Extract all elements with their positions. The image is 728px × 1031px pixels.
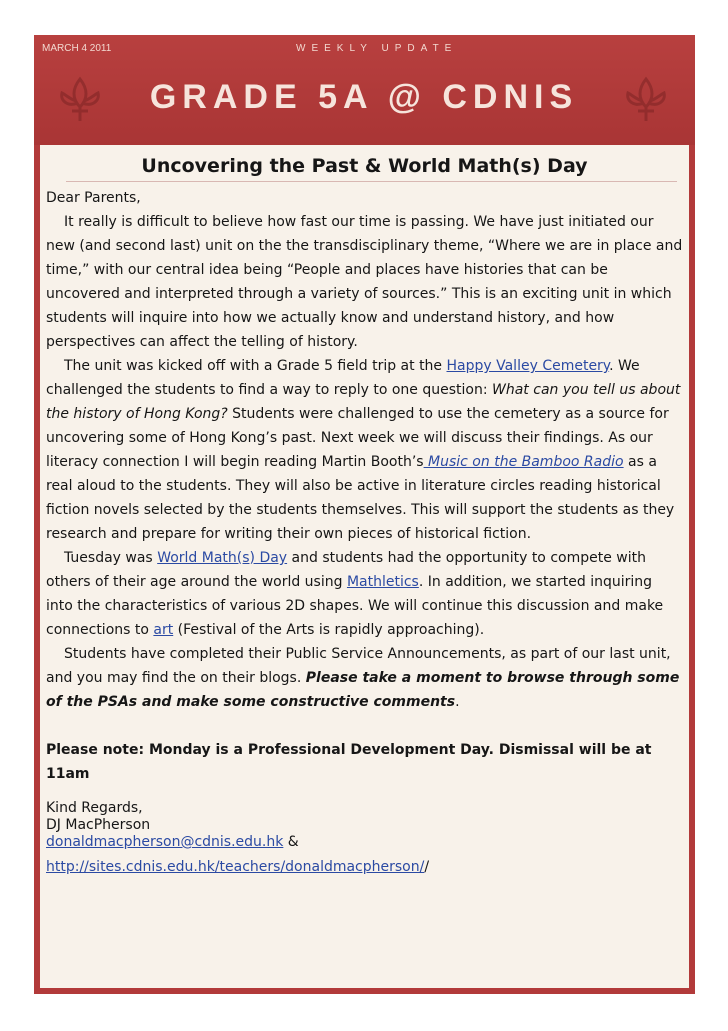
newsletter-body — [40, 145, 689, 988]
ampersand: & — [283, 834, 299, 850]
website-link[interactable]: http://sites.cdnis.edu.hk/teachers/donaldmacpherson/ — [46, 859, 425, 875]
paragraph-intro: It really is difficult to believe how fast our time is passing. We have just initiated our new (and second last) unit on the the transdisciplinary theme, “Where we are in place and time,” with our central idea being “People and places have histories that can be uncovered and interpreted through a variety of sources.” This is an exciting unit in which students will inquire into how we actually know and understand history, and how perspectives can affect the telling of history. — [46, 214, 683, 350]
closing: Kind Regards, — [46, 800, 143, 816]
url-tail: / — [424, 859, 430, 875]
text: . — [455, 694, 460, 710]
happy-valley-cemetery-link[interactable]: Happy Valley Cemetery — [446, 358, 610, 374]
text: Students were challenged to use the cemetery as a source for uncovering some of Hong Kong’s past. Next week we will discuss their findings. As our literacy connection I will begin reading Martin Booth’s — [46, 406, 669, 470]
dismissal-note: Please note: Monday is a Professional Development Day. Dismissal will be at 11am — [46, 742, 652, 782]
paragraph-math-day — [46, 546, 683, 642]
paragraph-field-trip — [46, 354, 683, 546]
text: and students had the opportunity to compete with others of their age around the world using — [46, 550, 646, 590]
header-topline — [42, 43, 687, 57]
author-name: DJ MacPherson — [46, 817, 151, 833]
psa-request: Please take a moment to browse through some of the PSAs and make some constructive comments — [46, 670, 680, 710]
world-maths-day-link[interactable]: World Math(s) Day — [157, 550, 288, 566]
newsletter-title: GRADE 5A @ CDNIS — [149, 78, 579, 116]
website-line — [46, 859, 683, 876]
book-title: Music on the Bamboo Radio — [423, 454, 624, 470]
text: The unit was kicked off with a Grade 5 field trip at the — [64, 358, 447, 374]
section-label: WEEKLY UPDATE — [296, 43, 458, 54]
text: . In addition, we started inquiring into the characteristics of various 2D shapes. We will continue this discussion and make connections to — [46, 574, 664, 638]
art-link[interactable]: art — [153, 622, 174, 638]
text: Students have completed their Public Service Announcements, as part of our last unit, and you may find the on their blogs. — [46, 646, 671, 686]
signature — [46, 800, 683, 876]
divider — [66, 181, 677, 182]
issue-date: MARCH 4 2011 — [42, 43, 112, 54]
book-link[interactable] — [424, 454, 624, 470]
newsletter-page — [34, 35, 695, 994]
text: Tuesday was — [64, 550, 158, 566]
header-banner — [34, 35, 695, 145]
text: . We challenged the students to find a way to reply to one question: — [46, 358, 640, 398]
article-headline: Uncovering the Past & World Math(s) Day — [141, 155, 588, 177]
mathletics-link[interactable]: Mathletics — [346, 574, 419, 590]
text: (Festival of the Arts is rapidly approaching). — [173, 622, 485, 638]
paragraph-psa — [46, 642, 683, 714]
question-text: What can you tell us about the history of Hong Kong? — [46, 382, 681, 422]
greeting: Dear Parents, — [46, 190, 141, 206]
email-link[interactable]: donaldmacpherson@cdnis.edu.hk — [46, 834, 284, 850]
email-line — [46, 834, 683, 851]
text: as a real aloud to the students. They will also be active in literature circles reading historical fiction novels selected by the students themselves. This will support the students as they research and prepare for writing their own pieces of historical fiction. — [46, 454, 675, 542]
